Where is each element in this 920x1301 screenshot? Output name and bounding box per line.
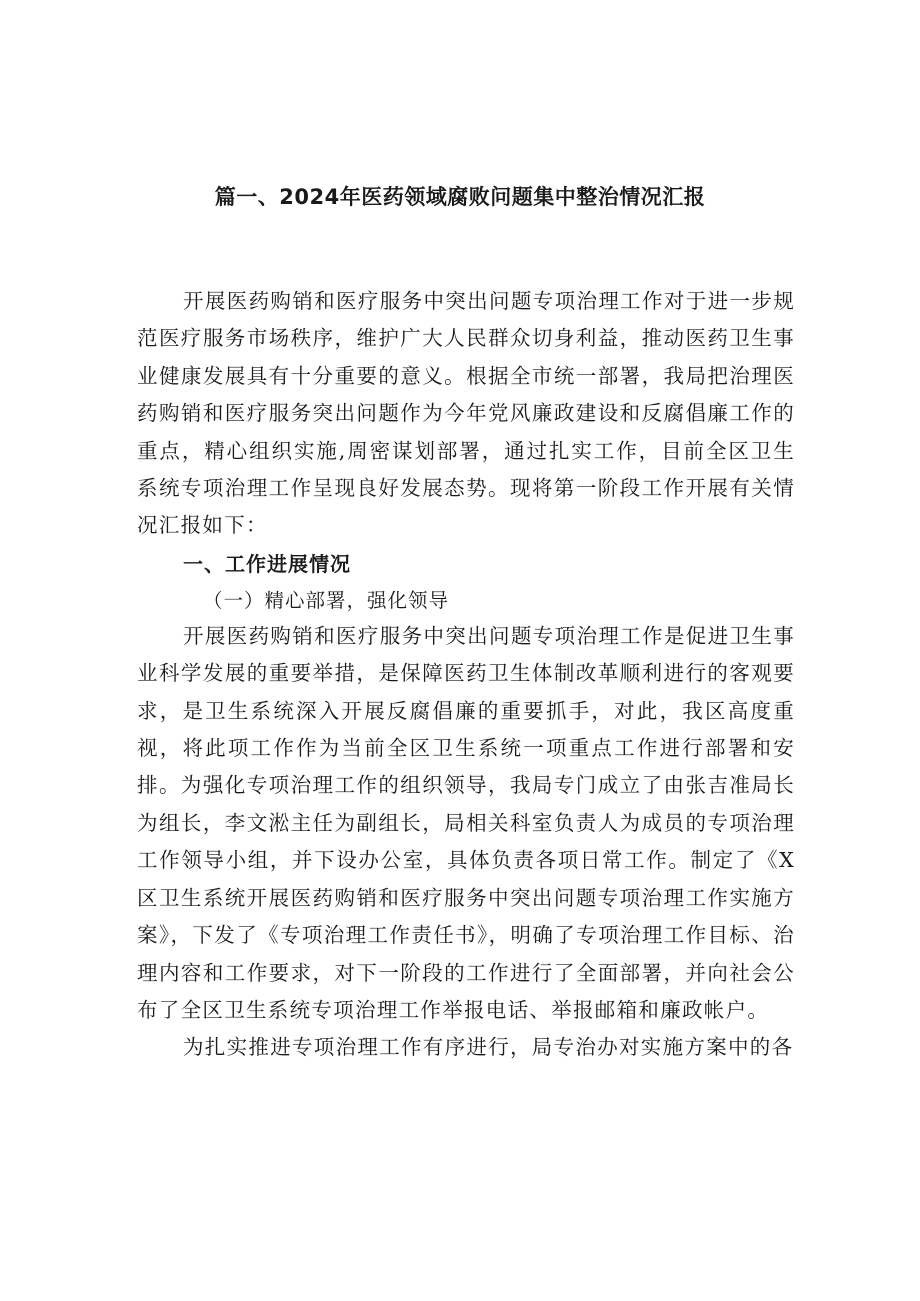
section-heading-work-progress: 一、工作进展情况 (183, 551, 351, 576)
body-paragraph-continuation: 为扎实推进专项治理工作有序进行，局专治办对实施方案中的各 (183, 1035, 794, 1060)
body-paragraph-deployment: 开展医药购销和医疗服务中突出问题专项治理工作是促进卫生事业科学发展的重要举措，是保障医药卫生体制改革顺利进行的客观要求，是卫生系统深入开展反腐倡廉的重要抓手，对此，我区高度重视，将此项工作作为当前全区卫生系统一项重点工作进行部署和安排。为强化专项治理工作的组织领导，我局专门成立了由张吉准局长为组长，李文淞主任为副组长，局相关科室负责人为成员的专项治理工作领导小组，并下设办公室，具体负责各项日常工作。制定了《X区卫生系统开展医药购销和医疗服务中突出问题专项治理工作实施方案》，下发了《专项治理工作责任书》，明确了专项治理工作目标、治理内容和工作要求，对下一阶段的工作进行了全面部署，并向社会公布了全区卫生系统专项治理工作举报电话、举报邮箱和廉政帐户。 (137, 623, 795, 1022)
document-title: 篇一、2024年医药领域腐败问题集中整治情况汇报 (214, 185, 706, 209)
subsection-heading-deployment: （一）精心部署，强化领导 (203, 588, 450, 612)
intro-paragraph: 开展医药购销和医疗服务中突出问题专项治理工作对于进一步规范医疗服务市场秩序，维护广大人民群众切身利益，推动医药卫生事业健康发展具有十分重要的意义。根据全市统一部署，我局把治理医药购销和医疗服务突出问题作为今年党风廉政建设和反腐倡廉工作的重点，精心组织实施,周密谋划部署，通过扎实工作，目前全区卫生系统专项治理工作呈现良好发展态势。现将第一阶段工作开展有关情况汇报如下： (137, 289, 795, 538)
document-body (137, 283, 795, 1067)
